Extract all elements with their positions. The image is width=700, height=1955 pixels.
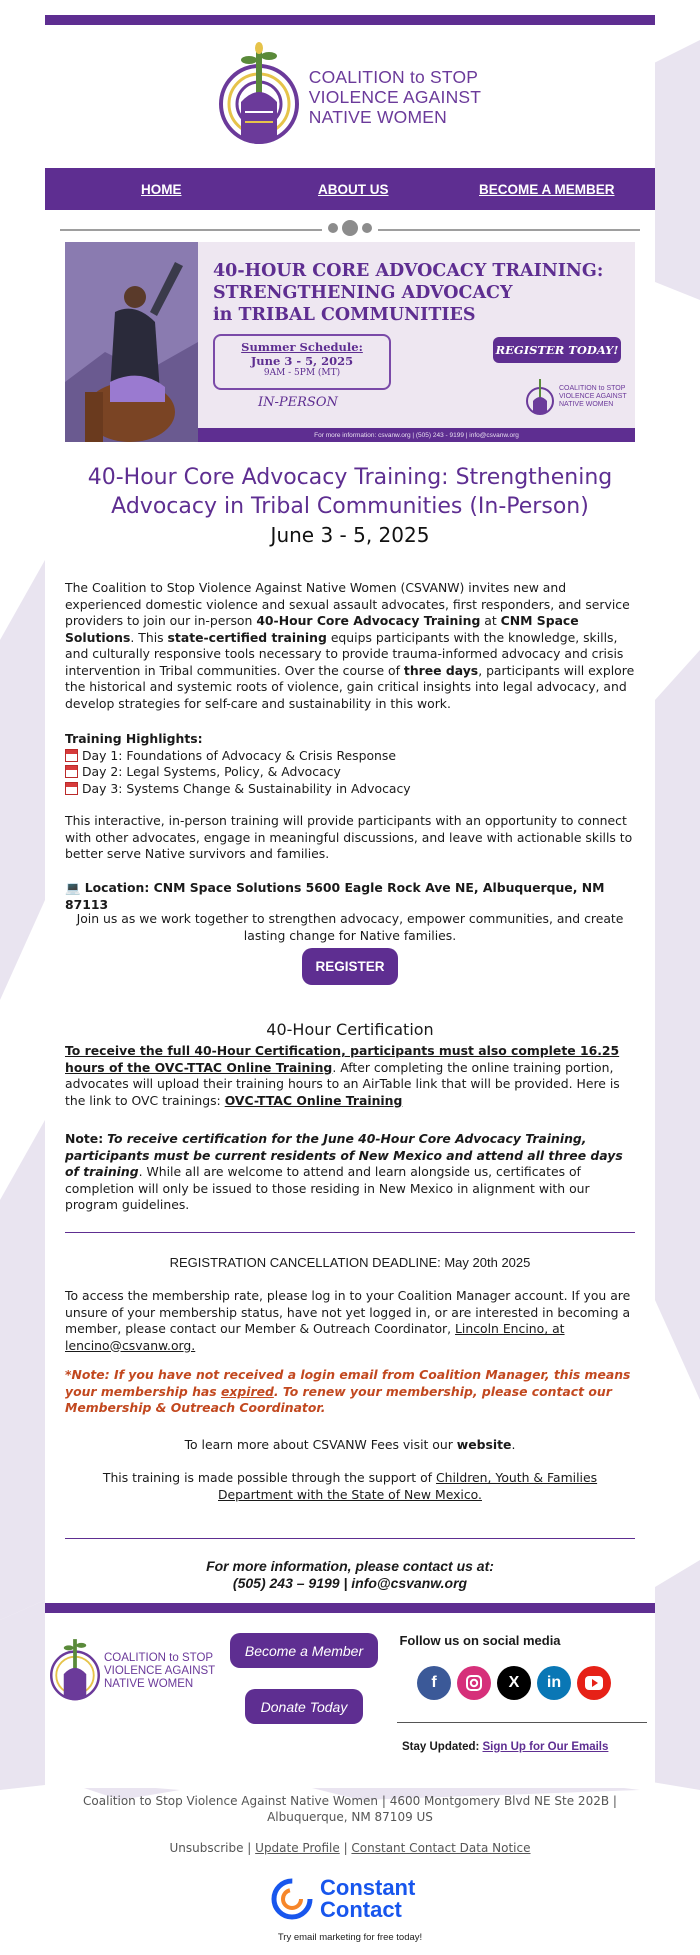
become-member-button[interactable]: Become a Member [230,1633,378,1668]
ovc-training-link[interactable]: OVC-TTAC Online Training [224,1092,403,1108]
ovc-requirement-link[interactable]: To receive the full 40-Hour Certification, participants must also complete 16.25 hours of the OVC-TTAC Online Training [65,1043,620,1075]
coordinator-email-link[interactable]: Lincoln Encino, at lencino@csvanw.org. [65,1321,565,1353]
membership-paragraph: To access the membership rate, please log in to your Coalition Manager account. If you are unsure of your membership status, have not yet logged in, or are interested in becoming a member, please contact our Member & Outreach Coordinator, Lincoln Encino, at lencino@csvanw.org. [65,1288,631,1353]
highlight-day-2: Day 2: Legal Systems, Policy, & Advocacy [65,764,635,781]
support-paragraph: This training is made possible through the support of Children, Youth & Families Department with the State of New Mexico. [102,1470,598,1502]
highlight-day-3: Day 3: Systems Change & Sustainability in Advocacy [65,781,635,798]
linkedin-icon[interactable]: in [537,1666,571,1700]
constant-contact-logo[interactable]: Constant Contact [270,1877,415,1921]
training-highlights [65,731,635,797]
footer-address: Coalition to Stop Violence Against Native Women | 4600 Montgomery Blvd NE Ste 202B | Albuquerque, NM 87109 US [83,1794,617,1824]
donate-button[interactable]: Donate Today [245,1689,363,1724]
banner-schedule-box: Summer Schedule: June 3 - 5, 2025 9AM - 5PM (MT) [213,334,391,390]
expired-note: *Note: If you have not received a login email from Coalition Manager, this means your membership has expired. To renew your membership, please contact our Membership & Outreach Coordinator. [65,1367,631,1415]
footer-logo[interactable] [50,1631,215,1711]
coalition-emblem-footer-icon [50,1631,100,1711]
certification-heading: 40-Hour Certification [266,1020,434,1039]
intro-paragraph: The Coalition to Stop Violence Against Native Women (CSVANW) invites new and experienced domestic violence and sexual assault advocates, first responders, and service providers to join our in-person 40-Hour Core Advocacy Training at CNM Space Solutions. This state-certified training equips participants with the knowledge, skills, and culturally responsive tools necessary to provide trauma-informed advocacy and crisis intervention in Tribal communities. Over the course of three days, participants will explore the historical and systemic roots of violence, gain critical insights into legal advocacy, and develop strategies for self-care and sustainability in this work. [65,580,635,711]
footer-logo-text: COALITION to STOP VIOLENCE AGAINST NATIVE WOMEN [104,1651,216,1690]
cyfd-link[interactable]: Children, Youth & Families Department with the State of New Mexico. [218,1470,598,1502]
constant-contact-icon [270,1877,314,1921]
certification-paragraph: To receive the full 40-Hour Certification, participants must also complete 16.25 hours of the OVC-TTAC Online Training. After completing the online training portion, advocates will upload their training hours to an AirTable link that will be provided. Here is the link to OVC trainings: OVC-TTAC Online Training [65,1043,620,1108]
email-body [45,0,655,1600]
website-link[interactable]: website [456,1437,512,1452]
deadline-text: REGISTRATION CANCELLATION DEADLINE: May 20th 2025 [169,1255,531,1270]
laptop-icon: 💻 [65,880,81,895]
data-notice-link[interactable]: Constant Contact Data Notice [351,1841,531,1855]
instagram-icon[interactable] [457,1666,491,1700]
contact-info: For more information, please contact us at: (505) 243 – 9199 | info@csvanw.org [206,1558,494,1591]
register-button[interactable]: REGISTER [302,948,398,985]
stay-updated: Stay Updated: Sign Up for Our Emails [402,1741,609,1753]
expired-link[interactable]: expired [220,1383,274,1399]
banner-small-logo: COALITION to STOP VIOLENCE AGAINST NATIVE WOMEN [525,377,627,417]
note-paragraph: Note: To receive certification for the June 40-Hour Core Advocacy Training, participants must be current residents of New Mexico and attend all three days of training. While all are welcome to attend and learn alongside us, certificates of completion will only be issued to those residing in New Mexico in alignment with our program guidelines. [65,1131,623,1212]
banner-photo [65,242,198,442]
email-footer [45,1613,655,1788]
banner-register-button[interactable]: REGISTER TODAY! [493,337,621,363]
highlight-day-1: Day 1: Foundations of Advocacy & Crisis Response [65,748,635,765]
footer-links: Unsubscribe | Update Profile | Constant Contact Data Notice [169,1841,531,1855]
rider-on-horse-image [65,242,198,442]
logo-line-3: NATIVE WOMEN [308,106,447,127]
update-profile-link[interactable]: Update Profile [255,1841,340,1855]
join-paragraph: Join us as we work together to strengthen advocacy, empower communities, and create lasting change for Native families. [76,911,624,943]
x-twitter-icon[interactable]: X [497,1666,531,1700]
facebook-icon[interactable]: f [417,1666,451,1700]
nav-member-link[interactable]: BECOME A MEMBER [479,181,615,197]
divider-line-2 [65,1538,635,1539]
follow-heading: Follow us on social media [399,1633,561,1648]
cc-tagline[interactable]: Try email marketing for free today! [277,1932,423,1943]
calendar-icon [65,749,78,762]
highlights-heading: Training Highlights: [65,731,203,746]
divider-line [65,1232,635,1233]
nav-about-link[interactable]: ABOUT US [318,181,389,197]
banner-title: 40-HOUR CORE ADVOCACY TRAINING: STRENGTHENING ADVOCACY in TRIBAL COMMUNITIES [213,261,604,325]
location-line: 💻 Location: CNM Space Solutions 5600 Eagle Rock Ave NE, Albuquerque, NM 87113 [65,880,605,912]
training-banner-image[interactable] [65,242,635,442]
footer-divider [397,1722,647,1723]
training-date: June 3 - 5, 2025 [270,523,430,547]
banner-footer-info: For more information: csvanw.org | (505) 243 - 9199 | info@csvanw.org [198,428,635,442]
interactive-paragraph: This interactive, in-person training will provide participants with an opportunity to connect with other advocates, engage in meaningful discussions, and leave with actionable skills to better serve Native survivors and families. [65,813,633,861]
calendar-icon [65,782,78,795]
footer-accent-bar [45,1603,655,1613]
page-title: 40-Hour Core Advocacy Training: Strengthening Advocacy in Tribal Communities (In-Person) [87,465,613,519]
calendar-icon [65,765,78,778]
logo-line-2: VIOLENCE AGAINST [308,86,482,107]
banner-mode: IN-PERSON [258,395,338,410]
fees-line: To learn more about CSVANW Fees visit our website. [184,1437,516,1452]
youtube-icon[interactable] [577,1666,611,1700]
coalition-emblem-small-icon [525,377,555,417]
nav-home-link[interactable]: HOME [141,181,182,197]
signup-link[interactable]: Sign Up for Our Emails [482,1741,609,1753]
unsubscribe-link[interactable]: Unsubscribe [169,1841,244,1855]
logo-line-1: COALITION to STOP [308,66,479,87]
